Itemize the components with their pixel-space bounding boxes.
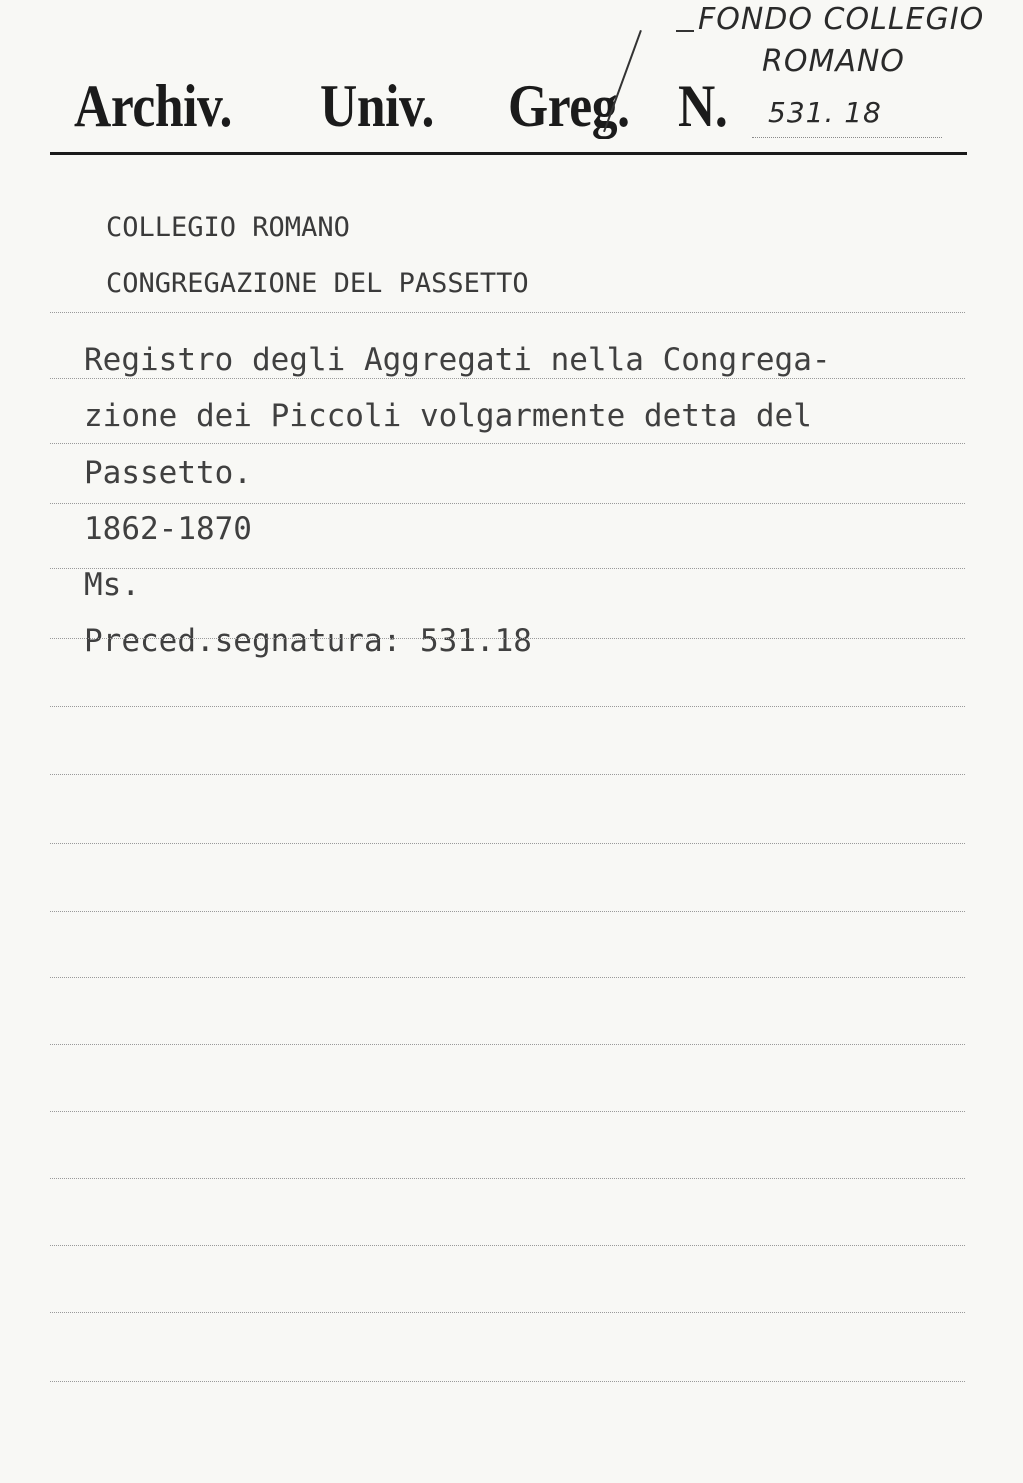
record-description-line-2: zione dei Piccoli volgarmente detta del: [84, 398, 812, 434]
header-archiv: Archiv.: [74, 73, 233, 139]
ruled-line: [50, 1381, 965, 1382]
handwritten-fondo: FONDO COLLEGIO: [698, 2, 985, 37]
ruled-line: [50, 843, 965, 844]
ruled-line: [50, 312, 965, 313]
number-field-line: [752, 137, 942, 138]
ruled-line: [50, 911, 965, 912]
ruled-line: [50, 706, 965, 707]
ruled-line: [50, 443, 965, 444]
record-dates: 1862-1870: [84, 511, 252, 547]
header-univ: Univ.: [320, 73, 435, 139]
record-format: Ms.: [84, 567, 140, 603]
ruled-line: [50, 378, 965, 379]
record-previous-signature: Preced.segnatura: 531.18: [84, 623, 532, 659]
header-number-label: N.: [678, 73, 728, 139]
ruled-line: [50, 977, 965, 978]
header-greg: Greg.: [508, 73, 630, 139]
ruled-line: [50, 1245, 965, 1246]
ruled-line: [50, 1178, 965, 1179]
ruled-line: [50, 1111, 965, 1112]
handwritten-number: 531. 18: [768, 96, 882, 129]
ruled-line: [50, 638, 965, 639]
record-fund: COLLEGIO ROMANO: [106, 212, 350, 243]
record-congregation: CONGREGAZIONE DEL PASSETTO: [106, 268, 529, 299]
ruled-line: [50, 503, 965, 504]
header-rule: [50, 152, 967, 155]
handwritten-slash-top: [676, 30, 694, 32]
ruled-line: [50, 568, 965, 569]
ruled-line: [50, 1312, 965, 1313]
handwritten-romano: ROMANO: [762, 44, 905, 79]
record-description-line-1: Registro degli Aggregati nella Congrega-: [84, 342, 831, 378]
ruled-line: [50, 774, 965, 775]
record-description-line-3: Passetto.: [84, 455, 252, 491]
ruled-line: [50, 1044, 965, 1045]
